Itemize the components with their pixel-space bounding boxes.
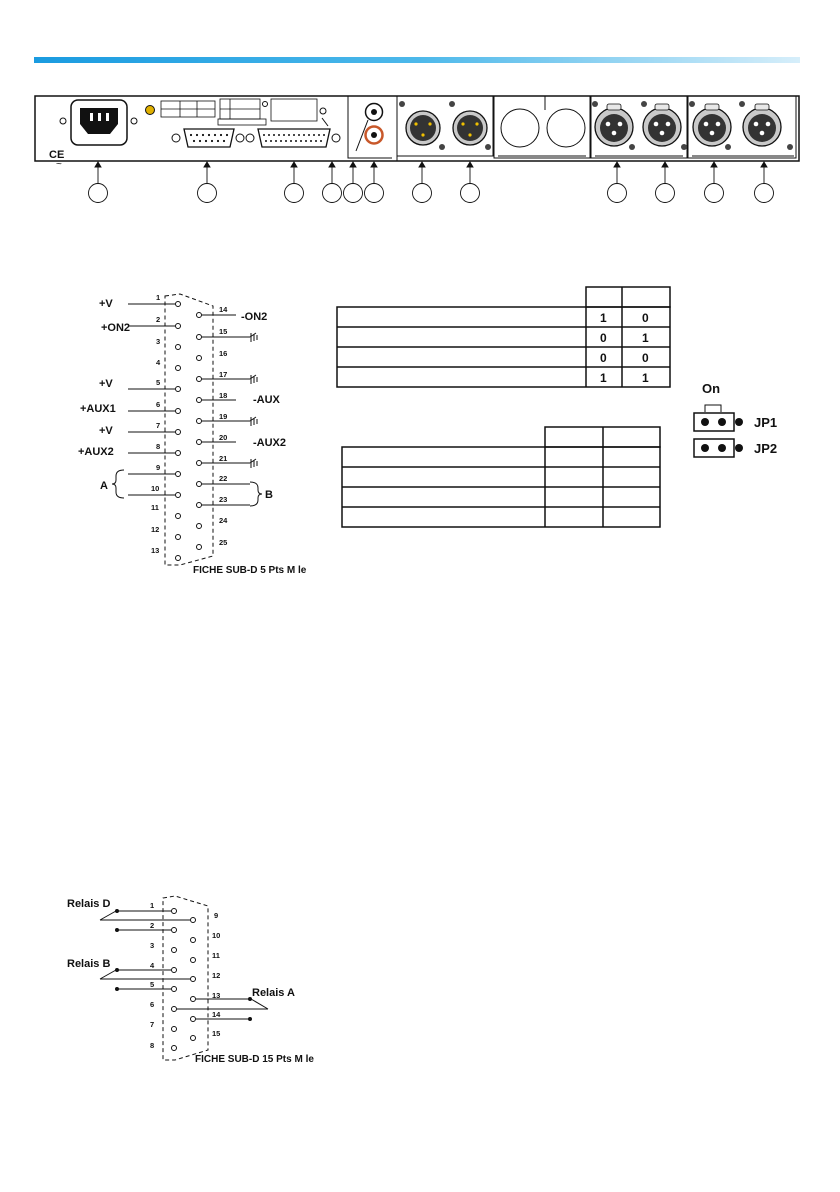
label-pin1: +V (99, 298, 113, 310)
db25-pin-15: 15 (219, 327, 228, 336)
truth-r4-c2: 1 (642, 371, 649, 385)
brace-a (112, 470, 124, 498)
label-group-b: B (265, 489, 273, 501)
db25-pin-7: 7 (156, 421, 161, 430)
ac-symbol: ~ (56, 159, 62, 170)
callout-4 (323, 162, 342, 203)
jumper-on-label: On (702, 381, 721, 396)
jumper-jp1-label: JP1 (754, 415, 778, 430)
db15-caption: FICHE SUB-D 15 Pts M le (195, 1054, 314, 1065)
rear-panel-diagram (0, 0, 840, 220)
db15-pin-4: 4 (150, 961, 155, 970)
db25-pin-18: 18 (219, 391, 228, 400)
truth-r3-c1: 0 (600, 351, 607, 365)
db15-pin-8: 8 (150, 1041, 155, 1050)
db25-left-wires (128, 304, 175, 495)
db25-pin-24: 24 (219, 516, 228, 525)
db15-pin-15: 15 (212, 1029, 221, 1038)
db25-pin-22: 22 (219, 474, 228, 483)
db15-pin-6: 6 (150, 1000, 155, 1009)
label-pin7: +V (99, 425, 113, 437)
db25-pin-12: 12 (151, 525, 160, 534)
ground-icon (250, 459, 257, 468)
db25-pin-1: 1 (156, 293, 161, 302)
relais-b-wiring (100, 969, 190, 991)
callout-8 (461, 162, 480, 203)
db25-caption: FICHE SUB-D 5 Pts M le (193, 565, 307, 576)
db15-pin-1: 1 (150, 901, 155, 910)
db25-pinout-diagram (0, 280, 340, 580)
db15-dashed-shell (163, 896, 208, 1060)
empty-table (335, 420, 670, 535)
callout-3 (285, 162, 304, 203)
callout-5 (344, 162, 363, 203)
db25-left-pins (176, 302, 181, 561)
db15-pin-10: 10 (212, 931, 221, 940)
jumper-jp1 (694, 413, 743, 431)
db25-pin-6: 6 (156, 400, 161, 409)
truth-r4-c1: 1 (600, 371, 607, 385)
relais-a-wiring (177, 998, 268, 1021)
db25-pin-11: 11 (151, 503, 159, 512)
callout-11 (705, 162, 724, 203)
db25-pin-23: 23 (219, 495, 228, 504)
label-relais-d: Relais D (67, 898, 111, 910)
label-pin20: -AUX2 (253, 437, 287, 449)
db25-pin-10: 10 (151, 484, 160, 493)
callout-markers (89, 162, 774, 203)
jumper-jp2 (694, 439, 743, 457)
label-pin8: +AUX2 (78, 446, 114, 458)
callout-9 (608, 162, 627, 203)
db25-pin-16: 16 (219, 349, 228, 358)
truth-table (330, 280, 680, 400)
label-pin2: +ON2 (101, 322, 131, 334)
label-pin18: -AUX (253, 394, 280, 406)
truth-r2-c2: 1 (642, 331, 649, 345)
db15-pin-12: 12 (212, 971, 221, 980)
callout-7 (413, 162, 432, 203)
db25-dashed-shell (165, 294, 213, 565)
db25-pin-17: 17 (219, 370, 228, 379)
truth-r2-c1: 0 (600, 331, 607, 345)
db15-pin-13: 13 (212, 991, 221, 1000)
ground-icon (250, 375, 257, 384)
db25-pin-20: 20 (219, 433, 228, 442)
fuse-holder (146, 106, 155, 115)
db25-pin-19: 19 (219, 412, 228, 421)
ground-icon (250, 417, 257, 426)
db25-pin-8: 8 (156, 442, 161, 451)
db25-pin-14: 14 (219, 305, 228, 314)
label-pin14: -ON2 (241, 311, 268, 323)
truth-r1-c2: 0 (642, 311, 649, 325)
db25-pin-5: 5 (156, 378, 161, 387)
truth-r1-c1: 1 (600, 311, 607, 325)
db15-pin-7: 7 (150, 1020, 155, 1029)
jumper-on-bracket (705, 405, 721, 412)
db15-pin-9: 9 (214, 911, 219, 920)
ground-icon (250, 333, 257, 342)
label-relais-b: Relais B (67, 958, 111, 970)
db15-pin-3: 3 (150, 941, 155, 950)
db25-pin-2: 2 (156, 315, 161, 324)
db25-pin-4: 4 (156, 358, 161, 367)
label-pin6: +AUX1 (80, 403, 116, 415)
power-inlet (60, 100, 137, 145)
db25-pin-3: 3 (156, 337, 161, 346)
db25-right-pins (197, 313, 202, 550)
callout-10 (656, 162, 675, 203)
callout-6 (365, 162, 384, 203)
label-group-a: A (100, 480, 108, 492)
truth-r3-c2: 0 (642, 351, 649, 365)
db15-pin-14: 14 (212, 1010, 221, 1019)
label-relais-a: Relais A (252, 987, 296, 999)
db25-pin-13: 13 (151, 546, 160, 555)
db25-pin-9: 9 (156, 463, 161, 472)
relais-d-wiring (100, 910, 190, 932)
db25-pin-21: 21 (219, 454, 228, 463)
db15-right-pins (191, 918, 196, 1041)
db25-pin-25: 25 (219, 538, 228, 547)
ce-mark: CE (49, 149, 65, 161)
db15-pin-5: 5 (150, 980, 155, 989)
label-pin5: +V (99, 378, 113, 390)
jumper-settings (680, 375, 790, 465)
db15-pin-11: 11 (212, 951, 220, 960)
jumper-jp2-label: JP2 (754, 441, 778, 456)
callout-12 (755, 162, 774, 203)
callout-1 (89, 162, 108, 203)
callout-2 (198, 162, 217, 203)
db15-pin-2: 2 (150, 921, 155, 930)
brace-b (250, 482, 262, 506)
db15-pinout-diagram (0, 890, 360, 1075)
